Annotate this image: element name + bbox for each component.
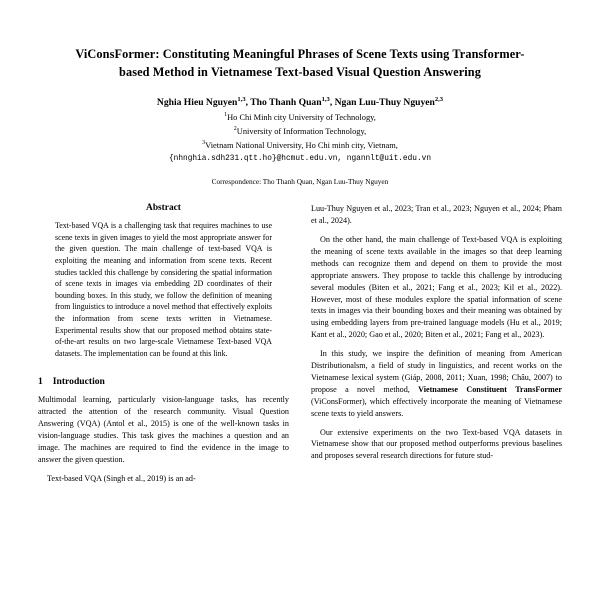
affiliation-1 (66, 111, 534, 124)
right-column (311, 203, 562, 492)
two-column-body (0, 203, 600, 492)
affiliation-2-text: University of Information Technology, (236, 127, 367, 137)
abstract-heading: Abstract (146, 203, 181, 214)
affiliation-1-text: Ho Chi Minh city University of Technology, (227, 113, 376, 123)
left-paragraph-1: Multimodal learning, particularly vision-language tasks, has recently attracted the attention of the research community. Visual Question Answering (VQA) (Antol et al., 2015) is one of the well-known tasks in vision-language studies. This task gives the machines a question and an image. The machines are required to find the evidence in the image to answer the given question. (38, 395, 289, 465)
right-paragraph-3: In this study, we inspire the definition of meaning from American Distributionalsm, a field of study in linguistics, and recent works on the Vietnamese lexical system (Giáp, 2008, 2011; Xuan, 1998; Châu, 2007) to propose a novel method, Vietnamese Constituent TransFormer (ViConsFormer), which effectively incorporate the meaning of Vietnamese scene texts to yield answers. (311, 349, 562, 418)
author-3-affil-marker: 2,3 (434, 95, 444, 103)
author-1-affil-marker: 1,3 (237, 95, 246, 103)
left-column (38, 203, 289, 492)
author-3-name: Ngan Luu-Thuy Nguyen (334, 96, 435, 108)
right-paragraph-1: Luu-Thuy Nguyen et al., 2023; Tran et al., 2023; Nguyen et al., 2024; Pham et al., 2024). (311, 204, 562, 226)
author-list: Nghia Hieu Nguyen$^{1,3}$, Tho Thanh Quan$^{1,3}$, Ngan Luu-Thuy Nguyen$^{2,3}$ (156, 95, 444, 108)
author-2-name: Tho Thanh Quan (250, 96, 322, 108)
affiliation-2 (66, 125, 534, 138)
affiliation-3-marker: 3 (202, 140, 206, 147)
left-paragraph-2: Text-based VQA (Singh et al., 2019) is an ad- (47, 473, 196, 483)
right-paragraph-2: On the other hand, the main challenge of Text-based VQA is exploiting the meaning of scene texts available in the images so that deep learning methods can recognize them and depend on them to provide the most appropriate answers. They propose to tackle this challenge by introducing several modules (Biten et al., 2021; Fang et al., 2023; Kil et al., 2022). However, most of these modules explore the spatial information of scene texts in images via their bounding boxes and their meaning was obtained by using embedding layers from pre-trained language models (Hu et al., 2019; Kant et al., 2020; Gao et al., 2020; Biten et al., 2021; Fang et al., 2023). (311, 234, 562, 340)
method-name-bold-b: Former (535, 384, 562, 394)
title-block (0, 0, 600, 187)
author-2-affil-marker: 1,3 (321, 95, 330, 103)
page-title: ViConsFormer: Constituting Meaningful Phrases of Scene Texts using Transformer-based Method in Vietnamese Text-based Visual Question Answering (75, 47, 525, 79)
introduction-number: 1 (38, 376, 43, 388)
right-paragraph-4: Our extensive experiments on the two Text-based VQA datasets in Vietnamese show that our proposed method outperforms previous baselines and proposes several research directions for future stud- (311, 427, 562, 461)
correspondence-note: Correspondence: Tho Thanh Quan, Ngan Luu-Thuy Nguyen (211, 176, 389, 186)
author-1-name: Nghia Hieu Nguyen (156, 96, 238, 108)
affiliation-1-marker: 1 (224, 112, 228, 119)
affiliation-3 (66, 139, 534, 152)
abstract-body: Text-based VQA is a challenging task that requires machines to use scene texts in given images to yield the most appropriate answer for the given question. The main challenge of text-based VQA is exploiting the meaning and information from scene texts. Recent studies tackled this challenge by considering the spatial information of scene texts in images via embedding 2D coordinates of their bounding boxes. In this study, we follow the definition of meaning from linguistics to introduce a novel method that effectively exploits the information from scene texts written in Vietnamese. Experimental results show that our proposed method obtains state-of-the-art results on two large-scale Vietnamese Text-based VQA datasets. The implementation can be found at this link. (55, 221, 272, 358)
author-emails-text: {nhnghia.sdh231.qtt.ho}@hcmut.edu.vn, ngannlt@uit.edu.vn (168, 155, 432, 164)
affiliation-2-marker: 2 (233, 126, 237, 133)
author-emails (66, 152, 534, 166)
introduction-heading (38, 376, 289, 387)
affiliation-3-text: Vietnam National University, Ho Chi minh city, Vietnam, (205, 141, 398, 151)
method-name-bold-a: Vietnamese Constituent Trans (418, 384, 536, 394)
introduction-title: Introduction (52, 376, 105, 388)
